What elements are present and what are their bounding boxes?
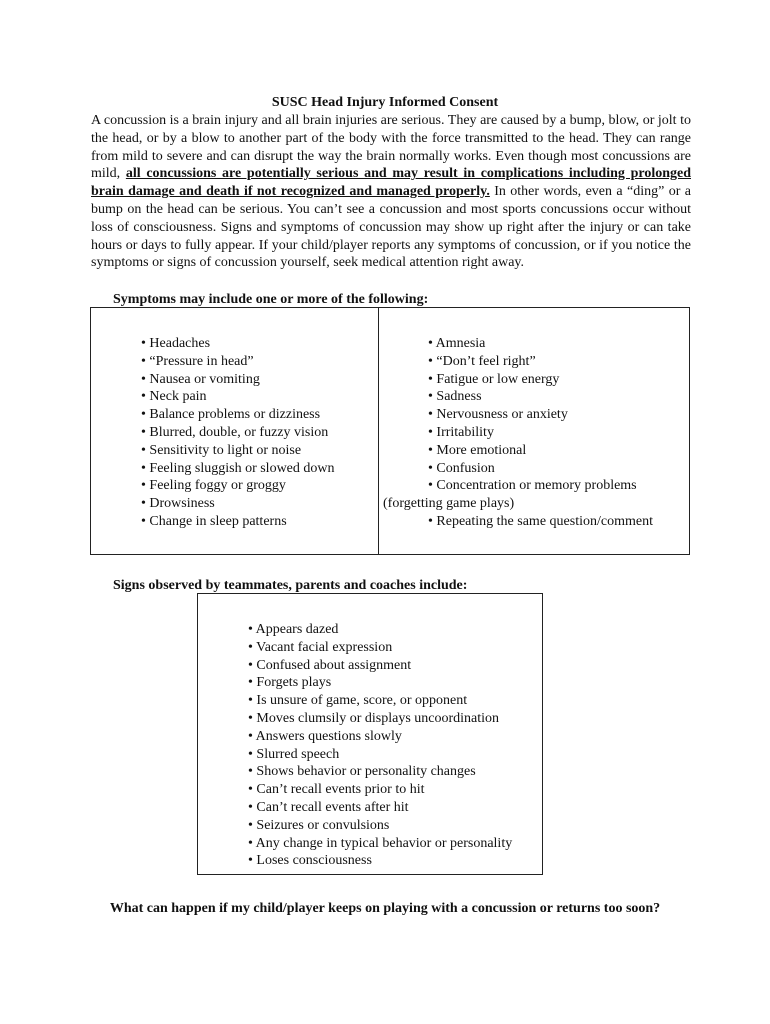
signs-list bbox=[248, 621, 512, 870]
symptom-item: • Feeling foggy or groggy bbox=[141, 478, 286, 494]
symptom-item: • “Pressure in head” bbox=[141, 353, 254, 369]
intro-emphasis: all concussions are potentially serious and may result in complications including prolonged brain damage and death if not recognized and managed properly. bbox=[91, 166, 691, 200]
sign-item: • Appears dazed bbox=[248, 622, 339, 637]
sign-item: • Seizures or convulsions bbox=[248, 817, 390, 833]
symptom-item: • Repeating the same question/comment bbox=[428, 513, 653, 529]
document-title: SUSC Head Injury Informed Consent bbox=[271, 95, 499, 110]
intro-text-part2: In other words, even a “ding” or a bump on the head can be serious. You can’t see a concussion and most sports concussions occur without loss of consciousness. Signs and symptoms of concussion may show up right after the injury or can take hours or days to fully appear. If your child/player reports any symptoms of concussion, or if you notice the symptoms or signs of concussion yourself, seek medical attention right away. bbox=[91, 184, 691, 271]
sign-item: • Shows behavior or personality changes bbox=[248, 764, 476, 780]
symptom-item: • “Don’t feel right” bbox=[428, 353, 536, 369]
sign-item: • Can’t recall events after hit bbox=[248, 799, 409, 815]
sign-item: • Loses consciousness bbox=[248, 853, 372, 869]
sign-item: • Answers questions slowly bbox=[248, 728, 402, 744]
symptom-item: • Feeling sluggish or slowed down bbox=[141, 460, 335, 476]
symptom-item: • Irritability bbox=[428, 424, 494, 440]
symptom-item: • Headaches bbox=[141, 336, 211, 351]
symptom-item: • Nausea or vomiting bbox=[141, 371, 260, 387]
symptom-item: • Concentration or memory problems bbox=[428, 478, 637, 494]
symptom-item: • Fatigue or low energy bbox=[428, 371, 560, 387]
sign-item: • Vacant facial expression bbox=[248, 639, 393, 655]
sign-item: • Confused about assignment bbox=[248, 657, 412, 673]
sign-item: • Is unsure of game, score, or opponent bbox=[248, 693, 468, 709]
symptom-item: • Change in sleep patterns bbox=[141, 513, 287, 529]
symptoms-table bbox=[90, 307, 690, 555]
symptom-item: • Nervousness or anxiety bbox=[428, 407, 568, 423]
intro-paragraph bbox=[91, 112, 691, 272]
symptoms-column-divider bbox=[378, 308, 379, 554]
sign-item: • Slurred speech bbox=[248, 746, 340, 762]
symptom-item: • Blurred, double, or fuzzy vision bbox=[141, 424, 329, 440]
symptoms-heading: Symptoms may include one or more of the following: bbox=[113, 292, 429, 307]
symptom-item: • Sensitivity to light or noise bbox=[141, 442, 302, 458]
symptom-item: • Neck pain bbox=[141, 389, 207, 405]
sign-item: • Can’t recall events prior to hit bbox=[248, 782, 425, 798]
symptom-item: • Amnesia bbox=[428, 336, 486, 351]
sign-item: • Any change in typical behavior or personality bbox=[248, 835, 513, 851]
sign-item: • Moves clumsily or displays uncoordination bbox=[248, 710, 500, 726]
signs-heading: Signs observed by teammates, parents and coaches include: bbox=[113, 578, 468, 593]
symptoms-left-column bbox=[141, 335, 335, 531]
signs-table bbox=[197, 593, 543, 875]
sign-item: • Forgets plays bbox=[248, 675, 332, 691]
intro-text-part1: A concussion is a brain injury and all brain injuries are serious. They are caused by a bump, blow, or jolt to the head, or by a blow to another part of the body with the force transmitted to the head. They can range from mild to severe and can disrupt the way the brain normally works. Even though most concussions are mild, bbox=[91, 113, 691, 182]
symptom-item: • Drowsiness bbox=[141, 496, 215, 512]
symptoms-right-column bbox=[383, 335, 688, 531]
final-question: What can happen if my child/player keeps on playing with a concussion or returns too soon? bbox=[109, 901, 661, 916]
symptom-item: • Balance problems or dizziness bbox=[141, 407, 321, 423]
symptom-item: • Confusion bbox=[428, 460, 495, 476]
symptom-item-continuation: (forgetting game plays) bbox=[383, 496, 515, 512]
symptom-item: • More emotional bbox=[428, 442, 527, 458]
symptom-item: • Sadness bbox=[428, 389, 482, 405]
